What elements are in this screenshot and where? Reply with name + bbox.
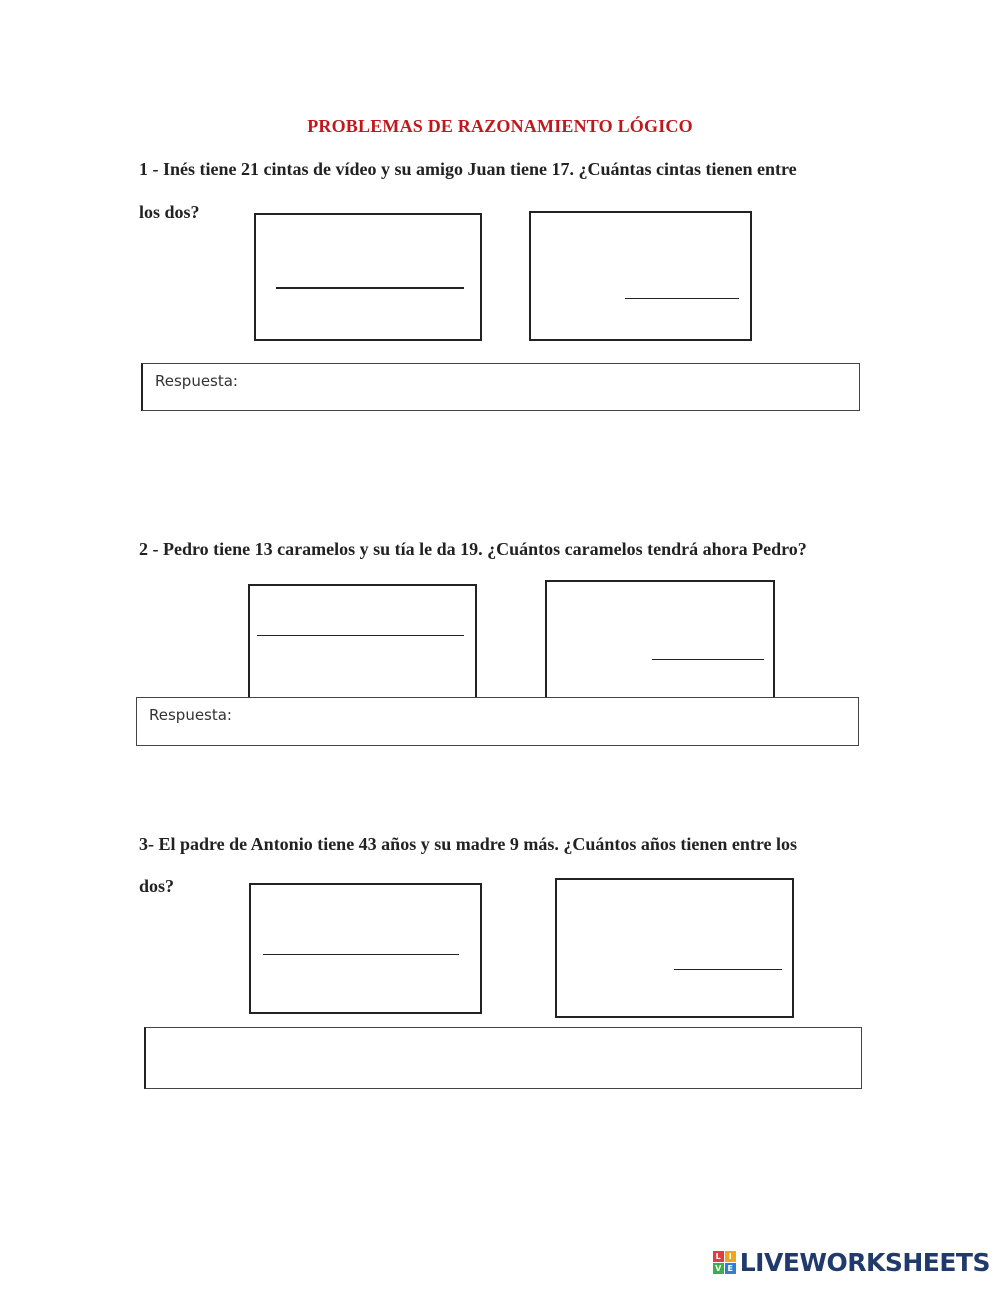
problem-1-answer-label: Respuesta: [155,372,238,390]
logo-letter-l: L [713,1251,724,1262]
problem-2-operation-line-left [257,635,464,636]
problem-1-operation-box-right[interactable] [529,211,752,341]
problem-1-operation-box-left[interactable] [254,213,482,341]
problem-2-text-line1: 2 - Pedro tiene 13 caramelos y su tía le da 19. ¿Cuántos caramelos tendrá ahora Pedro? [139,539,807,559]
problem-2-answer-box[interactable] [136,697,859,746]
logo-letter-v: V [713,1263,724,1274]
problem-3-operation-line-left [263,954,459,955]
problem-1-operation-line-right [625,298,739,299]
problem-3-text-line1: 3- El padre de Antonio tiene 43 años y su madre 9 más. ¿Cuántos años tienen entre los [139,834,798,854]
problem-1-answer-box[interactable] [141,363,860,411]
liveworksheets-logo-text: LIVEWORKSHEETS [739,1248,990,1277]
logo-letter-i: I [725,1251,736,1262]
problem-2-operation-line-right [652,659,764,660]
logo-letter-e: E [725,1263,736,1274]
liveworksheets-logo-icon [713,1251,736,1274]
liveworksheets-logo [713,1248,990,1277]
problem-1-operation-line-left [276,287,464,289]
problem-2-answer-label: Respuesta: [149,706,232,724]
problem-1-text-line2: los dos? [139,202,200,222]
worksheet-title: PROBLEMAS DE RAZONAMIENTO LÓGICO [307,116,693,136]
problem-3-answer-box[interactable] [144,1027,862,1089]
problem-3-operation-box-right[interactable] [555,878,794,1018]
problem-2-operation-box-right[interactable] [545,580,775,697]
problem-1-text-line1: 1 - Inés tiene 21 cintas de vídeo y su amigo Juan tiene 17. ¿Cuántas cintas tienen entre [139,159,797,179]
problem-3-text-line2: dos? [139,876,175,896]
problem-3-operation-box-left[interactable] [249,883,482,1014]
problem-2-operation-box-left[interactable] [248,584,477,697]
problem-3-operation-line-right [674,969,782,970]
